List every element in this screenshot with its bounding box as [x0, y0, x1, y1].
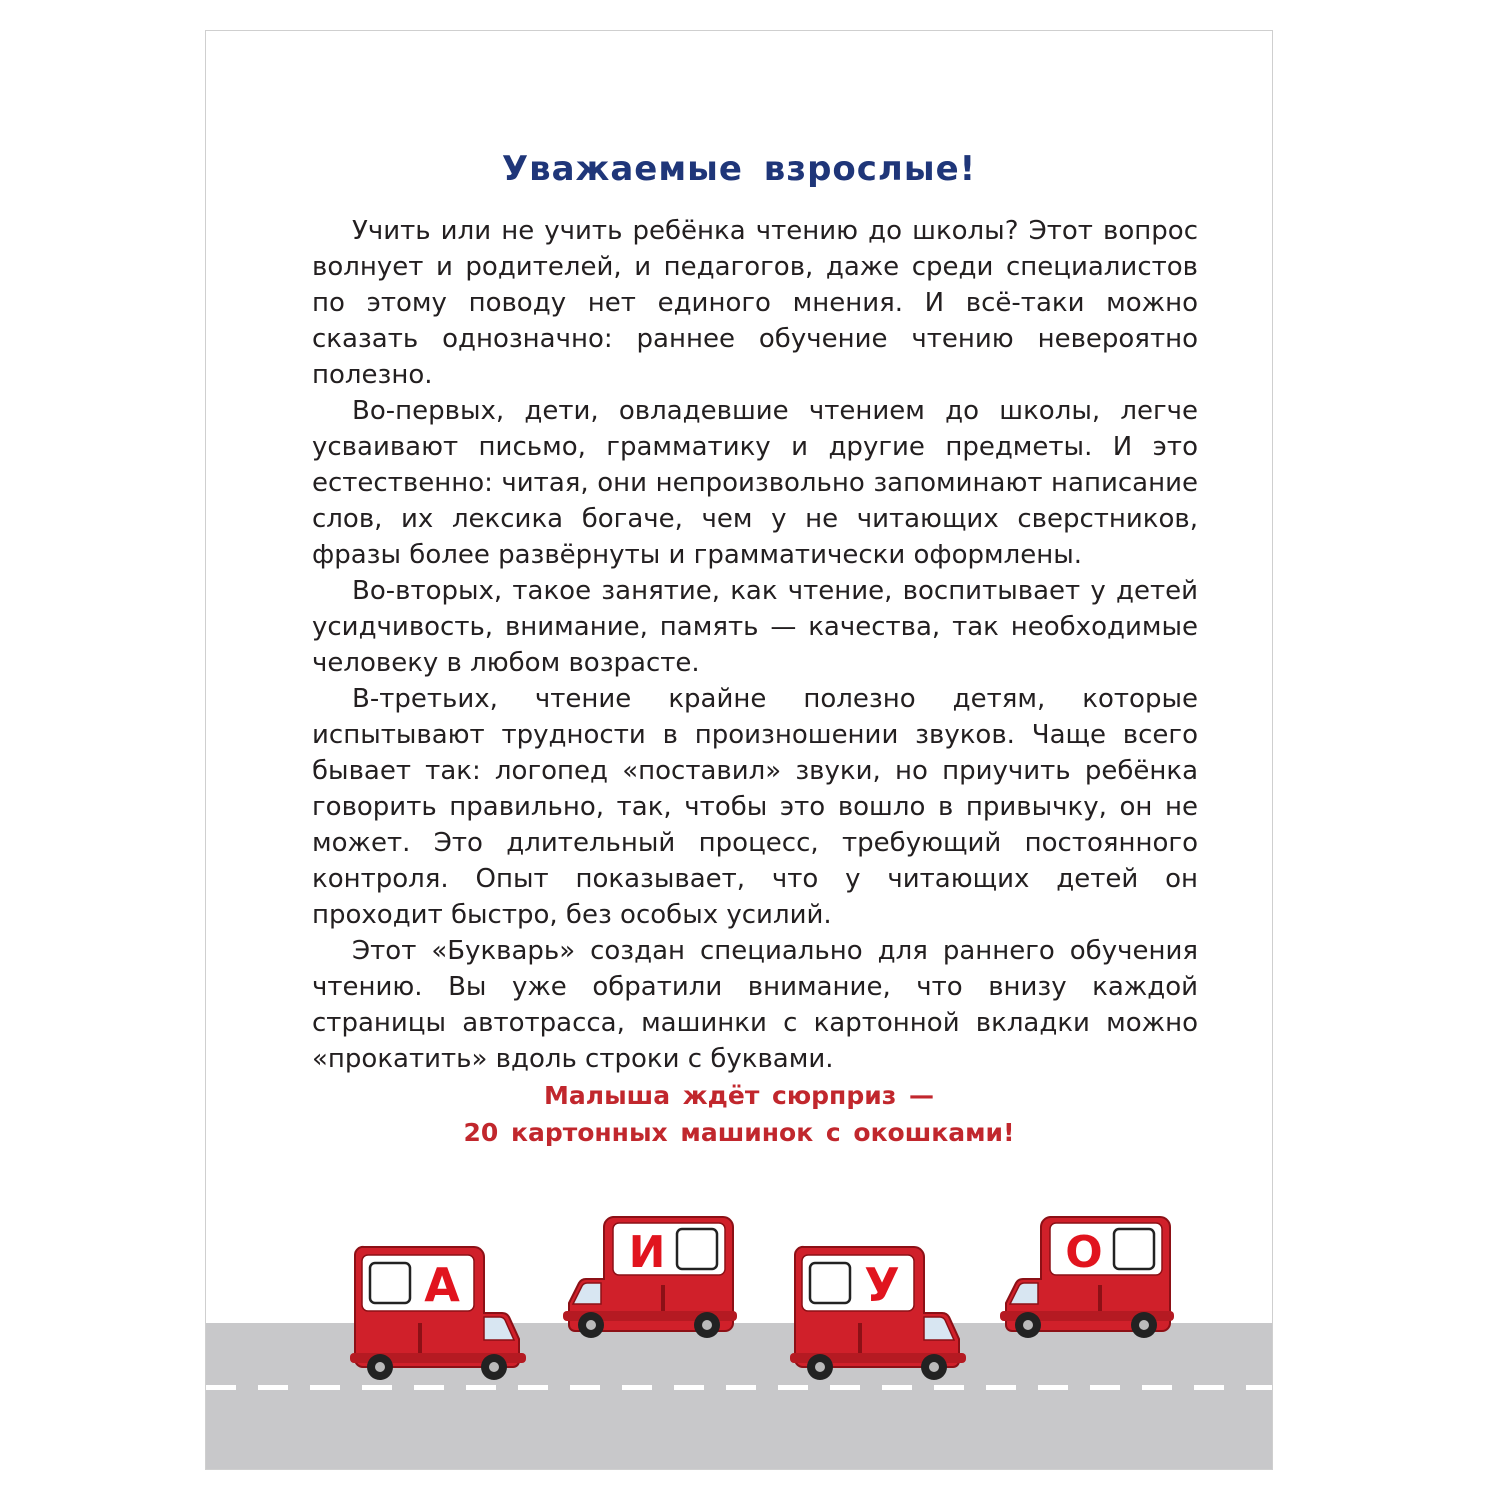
promo-line-1: Малыша ждёт сюрприз — — [544, 1081, 934, 1110]
paragraph-1: Учить или не учить ребёнка чтению до школы? Этот вопрос волнует и родителей, и педагогов, даже среди специалистов по этому поводу нет единого мнения. И всё-таки можно сказать однозначно: раннее обучение чтению невероятно полезно. — [312, 216, 1198, 390]
primer-page — [205, 30, 1273, 1470]
truck-letter-a: А — [424, 1258, 460, 1312]
page-title: Уважаемые взрослые! — [501, 149, 977, 189]
truck-icon-i — [561, 1211, 741, 1341]
paragraph-4: В-третьих, чтение крайне полезно детям, которые испытывают трудности в произношении звуков. Чаще всего бывает так: логопед «поставил» звуки, но приучить ребёнка говорить правильно, так, чтобы это вошло в привычку, он не может. Это длительный процесс, требующий постоянного контроля. Опыт показывает, что у читающих детей он проходит быстро, без особых усилий. — [312, 684, 1198, 930]
paragraph-5: Этот «Букварь» создан специально для раннего обучения чтению. Вы уже обратили внимание, что внизу каждой страницы автотрасса, машинки с картонной вкладки можно «прокатить» вдоль строки с буквами. — [312, 936, 1198, 1074]
truck-letter-u: У — [864, 1258, 900, 1312]
truck-letter-o: О — [1065, 1227, 1103, 1278]
paragraph-3: Во-вторых, такое занятие, как чтение, воспитывает у детей усидчивость, внимание, память — качества, так необходимые человеку в любом возрасте. — [312, 576, 1198, 678]
lane-marking — [206, 1385, 1273, 1390]
promo-line-2: 20 картонных машинок с окошками! — [463, 1118, 1015, 1147]
truck-icon-o — [998, 1211, 1178, 1341]
truck-icon-u — [786, 1241, 971, 1381]
truck-letter-i: И — [628, 1227, 666, 1278]
promo-text — [206, 1077, 1272, 1151]
truck-icon-a — [346, 1241, 531, 1381]
intro-text — [312, 213, 1198, 1077]
paragraph-2: Во-первых, дети, овладевшие чтением до школы, легче усваивают письмо, грамматику и другие предметы. И это естественно: читая, они непроизвольно запоминают написание слов, их лексика богаче, чем у не читающих сверстников, фразы более развёрнуты и грамматически оформлены. — [312, 396, 1198, 570]
